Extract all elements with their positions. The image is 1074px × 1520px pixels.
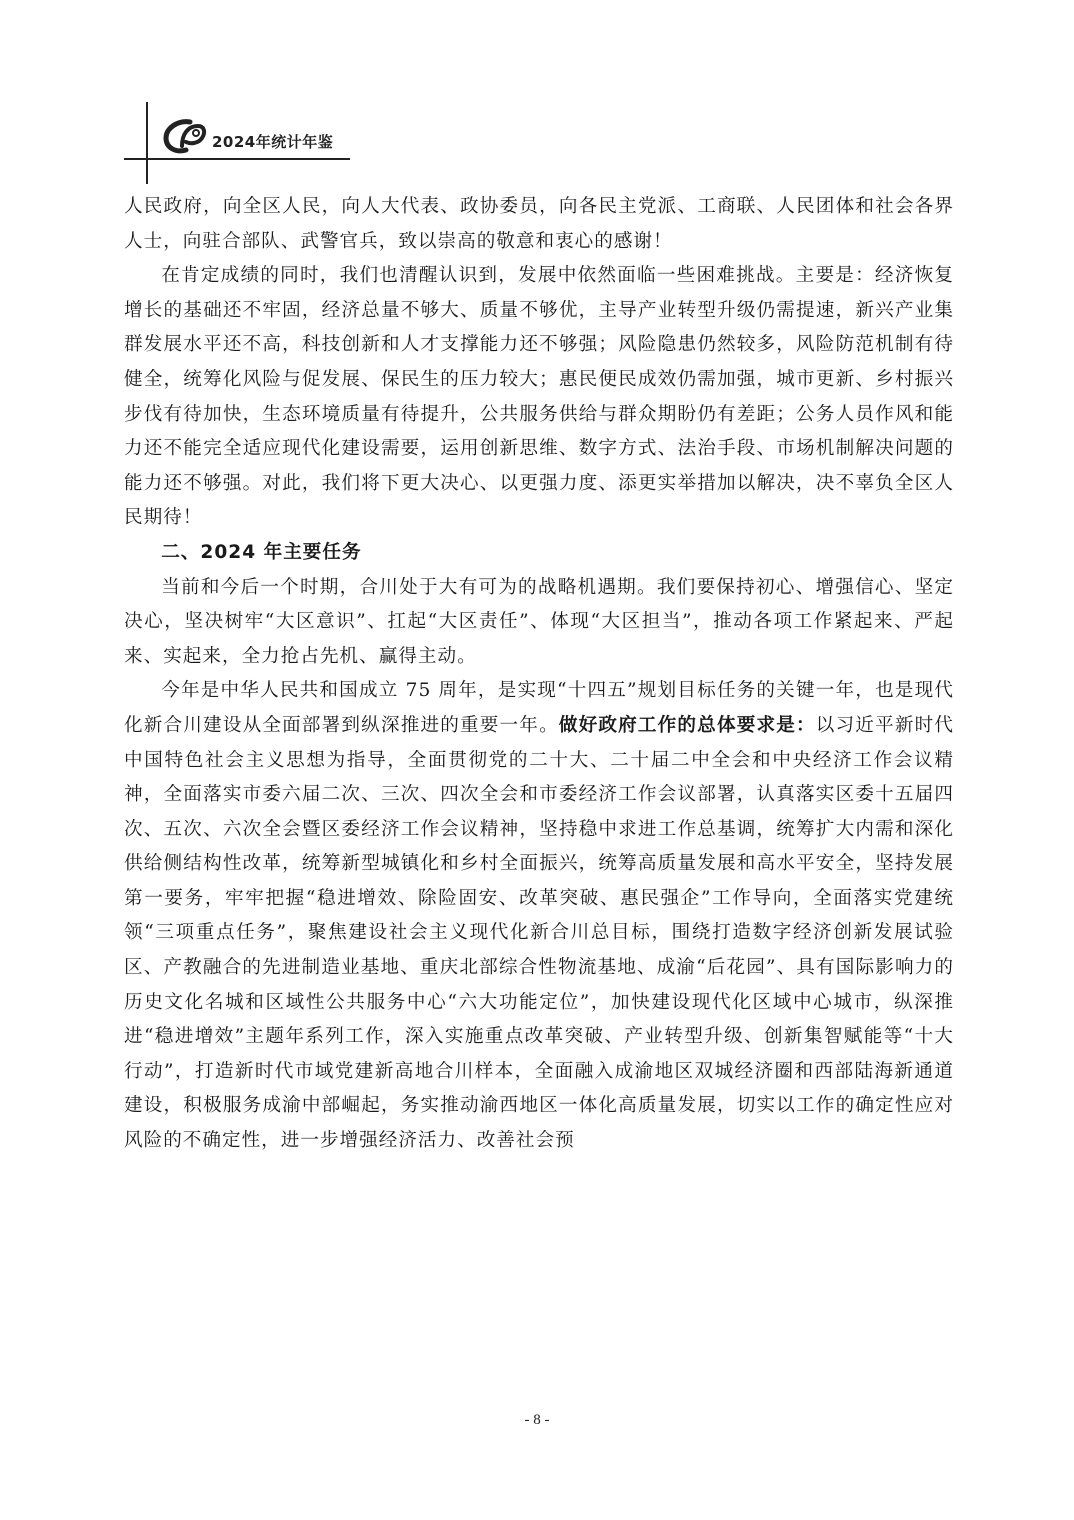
header-horizontal-rule [124,158,350,160]
requirements-bold-label: 做好政府工作的总体要求是： [558,714,816,736]
requirements-detail: 以习近平新时代中国特色社会主义思想为指导，全面贯彻党的二十大、二十届二中全会和中央经济工作会议精神，全面落实市委六届二次、三次、四次全会和市委经济工作会议部署，认真落实区委十五届四次、五次、六次全会暨区委经济工作会议精神，坚持稳中求进工作总基调，统筹扩大内需和深化供给侧结构性改革，统筹新型城镇化和乡村全面振兴，统筹高质量发展和高水平安全，坚持发展第一要务，牢牢把握“稳进增效、除险固安、改革突破、惠民强企”工作导向，全面落实党建统领“三项重点任务”，聚焦建设社会主义现代化新合川总目标，围绕打造数字经济创新发展试验区、产教融合的先进制造业基地、重庆北部综合性物流基地、成渝“后花园”、具有国际影响力的历史文化名城和区域性公共服务中心“六大功能定位”，加快建设现代化区域中心城市，纵深推进“稳进增效”主题年系列工作，深入实施重点改革突破、产业转型升级、创新集智赋能等“十大行动”，打造新时代市域党建新高地合川样本，全面融入成渝地区双城经济圈和西部陆海新通道建设，积极服务成渝中部崛起，务实推动渝西地区一体化高质量发展，切实以工作的确定性应对风险的不确定性，进一步增强经济活力、改善社会预 [124,714,954,1152]
paragraph-challenges: 在肯定成绩的同时，我们也清醒认识到，发展中依然面临一些困难挑战。主要是：经济恢复增长的基础还不牢固，经济总量不够大、质量不够优，主导产业转型升级仍需提速，新兴产业集群发展水平还不高，科技创新和人才支撑能力还不够强；风险隐患仍然较多，风险防范机制有待健全，统筹化风险与促发展、保民生的压力较大；惠民便民成效仍需加强，城市更新、乡村振兴步伐有待加快，生态环境质量有待提升，公共服务供给与群众期盼仍有差距；公务人员作风和能力还不能完全适应现代化建设需要，运用创新思维、数字方式、法治手段、市场机制解决问题的能力还不够强。对此，我们将下更大决心、以更强力度、添更实举措加以解决，决不辜负全区人民期待！ [124,265,954,529]
header-vertical-rule [146,102,148,184]
requirements-intro: 今年是中华人民共和国成立 75 周年，是实现“十四五”规划目标任务的关键一年，也是现代化新合川建设从全面部署到纵深推进的重要一年。 [124,680,954,736]
yearbook-logo-icon [160,116,208,160]
document-body [124,190,954,1159]
page-number: - 8 - [524,1412,550,1428]
header-title: 2024年统计年鉴 [212,133,334,151]
paragraph-thanks: 人民政府，向全区人民，向人大代表、政协委员，向各民主党派、工商联、人民团体和社会各界人士，向驻合部队、武警官兵，致以崇高的敬意和衷心的感谢！ [124,196,954,252]
paragraph-opportunity: 当前和今后一个时期，合川处于大有可为的战略机遇期。我们要保持初心、增强信心、坚定决心，坚决树牢“大区意识”、扛起“大区责任”、体现“大区担当”，推动各项工作紧起来、严起来、实起来，全力抢占先机、赢得主动。 [124,576,954,667]
section-heading: 二、2024 年主要任务 [161,541,362,563]
paragraph-requirements [124,674,954,1158]
